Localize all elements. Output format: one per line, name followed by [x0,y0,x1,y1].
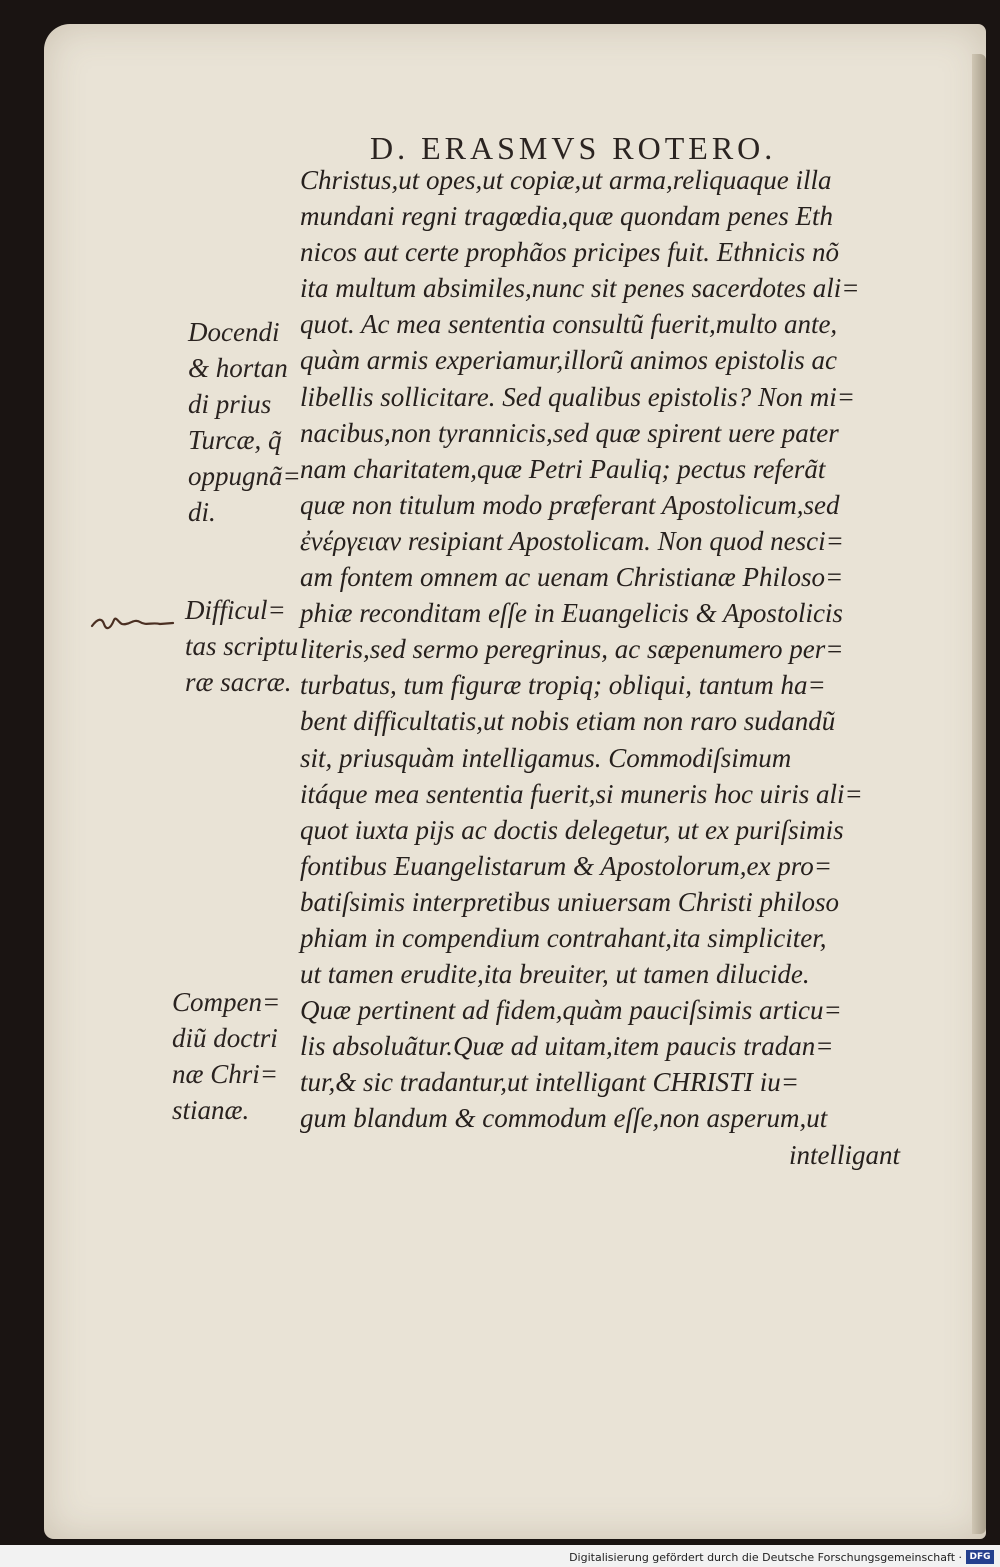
text-line: phiam in compendium contrahant,ita simpliciter, [300,922,827,953]
note-line: Turcæ, q̃ [188,425,282,456]
note-line: Docendi [188,317,280,347]
note-line: di. [188,497,216,528]
text-line: phiæ reconditam eſſe in Euangelicis & Apostolicis [300,598,843,629]
note-line: stianæ. [172,1095,250,1126]
note-line: oppugnã= [188,461,301,492]
text-line: batiſsimis interpretibus uniuersam Christi philoso [300,886,840,917]
marginal-note-docendi [188,314,301,531]
body-text [300,162,910,1173]
text-line: quæ non titulum modo præferant Apostolicum,sed [300,489,840,520]
text-line: ita multum absimiles,nunc sit penes sacerdotes ali= [300,273,860,304]
handwritten-annotation [90,608,175,634]
text-line: turbatus, tum figuræ tropiq; obliqui, tantum ha= [300,670,826,701]
text-line: sit, priusquàm intelligamus. Commodiſsimum [300,742,792,773]
text-line: nam charitatem,quæ Petri Pauliq; pectus referãt [300,453,826,484]
text-line: gum blandum & commodum eſſe,non asperum,ut [300,1103,828,1134]
note-line: diũ doctri [172,1023,278,1054]
note-line: di prius [188,389,272,420]
marginal-note-compendium [172,984,280,1128]
note-line: Compen= [172,987,281,1017]
running-head: D. ERASMVS ROTERO. [370,130,777,166]
text-line: libellis sollicitare. Sed qualibus epistolis? Non mi= [300,381,855,412]
text-line: bent difficultatis,ut nobis etiam non raro sudandũ [300,706,836,737]
text-line: ἐνέργειαν resipiant Apostolicam. Non quod nesci= [300,525,844,556]
text-line: nacibus,non tyrannicis,sed quæ spirent uere pater [300,417,839,448]
funding-credit: Digitalisierung gefördert durch die Deutsche Forschungsgemeinschaft · [569,1551,962,1564]
text-line: ut tamen erudite,ita breuiter, ut tamen dilucide. [300,959,810,990]
dfg-logo: DFG [966,1550,994,1564]
note-line: tas scriptu [185,631,299,662]
note-line: ræ sacræ. [185,667,292,698]
text-line: tur,& sic tradantur,ut intelligant CHRISTI iu= [300,1067,799,1098]
note-line: Difficul= [185,595,286,625]
text-line: Christus,ut opes,ut copiæ,ut arma,reliquaque illa [300,165,832,195]
text-line: literis,sed sermo peregrinus, ac sæpenumero per= [300,634,844,665]
text-line: lis absoluãtur.Quæ ad uitam,item paucis tradan= [300,1031,834,1062]
text-line: am fontem omnem ac uenam Christianæ Philoso= [300,562,844,593]
catchword: intelligant [789,1139,900,1170]
text-line: fontibus Euangelistarum & Apostolorum,ex pro= [300,850,832,881]
text-line: itáque mea sententia fuerit,si muneris hoc uiris ali= [300,778,863,809]
text-line: quot. Ac mea sententia consultũ fuerit,multo ante, [300,309,838,340]
text-line: quot iuxta pijs ac doctis delegetur, ut ex puriſsimis [300,814,844,845]
marginal-note-difficultas [185,592,298,700]
page-edge [972,54,986,1534]
footer-bar [0,1545,1000,1567]
note-line: & hortan [188,353,288,384]
text-line: Quæ pertinent ad fidem,quàm pauciſsimis articu= [300,995,842,1026]
text-line: nicos aut certe prophãos pricipes fuit. Ethnicis nõ [300,237,839,268]
note-line: næ Chri= [172,1059,278,1090]
text-line: quàm armis experiamur,illorũ animos epistolis ac [300,345,837,376]
text-line: mundani regni tragœdia,quæ quondam penes Eth [300,201,833,232]
